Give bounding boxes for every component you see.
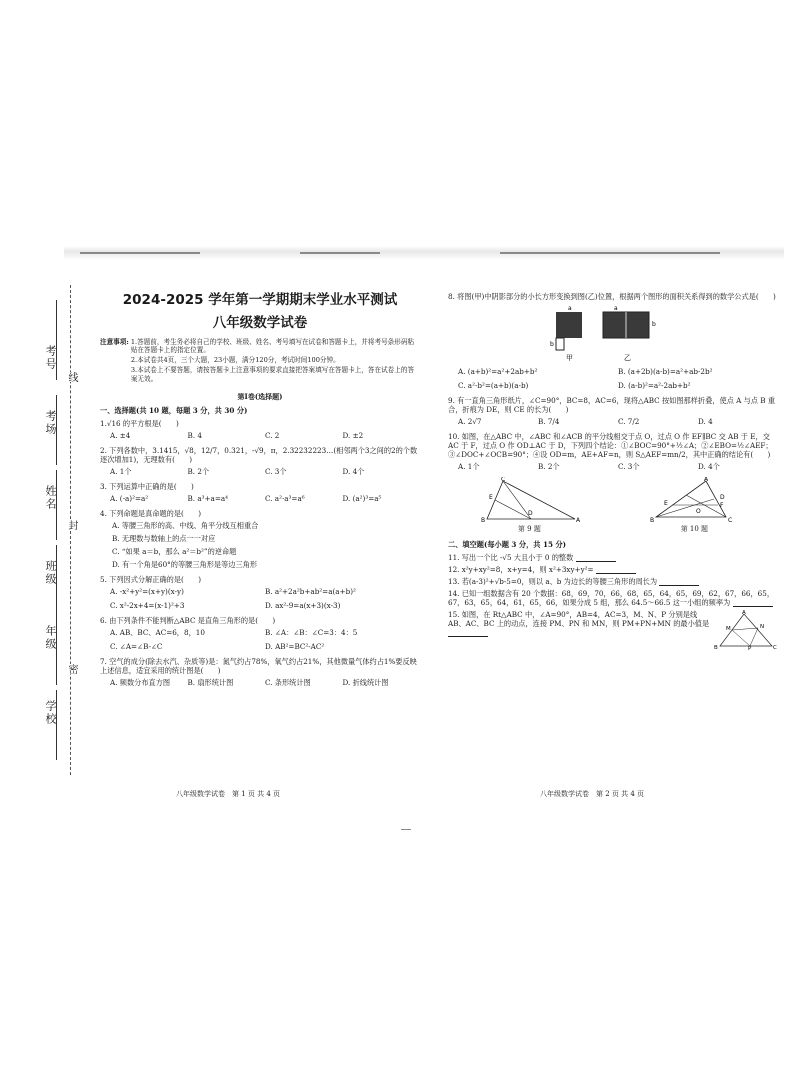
option: B. (a+2b)(a-b)=a²+ab-2b²: [618, 367, 713, 376]
option: C. 2: [265, 430, 280, 440]
option: A. 2√7: [458, 417, 482, 426]
point-label: A: [742, 609, 746, 616]
scan-mark: [300, 252, 380, 254]
question-14: [448, 589, 778, 607]
field-line-xingming: [56, 470, 57, 540]
page-1-footer: 八年级数学试卷 第 1 页 共 4 页: [176, 790, 281, 798]
figure-jia-notch: [556, 338, 564, 350]
question-11-text: 11. 写出一个比 -√5 大且小于 0 的整数: [448, 552, 574, 562]
option: C. “如果 a＝b，那么 a²＝b²”的逆命题: [112, 546, 237, 556]
seal-word-xian: 线: [66, 372, 77, 382]
question-5-options: [110, 587, 420, 610]
answer-blank: [659, 578, 699, 586]
option: A. 1个: [458, 462, 480, 471]
figure-10: [646, 477, 746, 523]
option: C. ∠A=∠B-∠C: [110, 641, 163, 651]
margin-label-kaochang: 考场: [44, 410, 57, 436]
question-7-options: [110, 678, 420, 687]
question-7: 7. 空气的成分(除去水汽、杂质等)是：氮气约占78%，氧气约占21%，其他微量气体约占1%要反映上述信息，适宜采用的统计图是( ): [100, 656, 417, 675]
answer-blank: [576, 554, 616, 562]
figures-9-10: [448, 477, 778, 523]
question-11: [448, 553, 778, 562]
option: C. 3个: [618, 462, 640, 471]
option: C. a²-b²=(a+b)(a-b): [458, 381, 529, 390]
option: A. 1个: [110, 466, 132, 476]
margin-label-banji: 班级: [44, 560, 57, 586]
question-5: 5. 下列因式分解正确的是( ): [100, 574, 202, 584]
figure-jia-square: [556, 312, 582, 338]
point-label: C: [773, 644, 777, 650]
field-line-nianji: [56, 615, 57, 685]
option: B. 扇形统计图: [187, 677, 234, 687]
question-15: [448, 610, 778, 650]
notes-label: 注意事项:: [100, 337, 129, 346]
margin-label-xuexiao: 学校: [44, 700, 57, 726]
exam-title: 2024-2025 学年第一学期期末学业水平测试: [122, 292, 398, 308]
margin-label-kaohao: 考号: [44, 345, 57, 371]
option: B. a³+a=a⁴: [187, 493, 229, 503]
option: D. 有一个角是60°的等腰三角形是等边三角形: [112, 559, 258, 569]
point-label: E: [488, 494, 493, 501]
option: B. a²+2a²b+ab²=a(a+b)²: [265, 586, 356, 596]
option: C. a²·a³=a⁶: [265, 493, 305, 503]
area-figure: [548, 304, 688, 362]
question-2-options: [110, 467, 420, 476]
question-8-block: [448, 292, 778, 304]
option: C. 7/2: [618, 417, 640, 426]
note-item: 3.本试卷上不要答题，请按答题卡上注意事项的要求直接把答案填写在答题卡上，答在试卷上的答案无效。: [130, 366, 415, 383]
point-label: C: [500, 477, 505, 483]
field-line-kaochang: [56, 395, 57, 465]
dim-label: b: [652, 321, 656, 328]
point-label: D: [719, 494, 725, 501]
figure-captions: [448, 525, 778, 534]
option: D. 4个: [342, 466, 365, 476]
option: B. 2个: [187, 466, 210, 476]
page-1: [100, 292, 420, 693]
note-item: 2.本试卷共4页，三个大题，23小题，满分120分，考试时间100分钟。: [130, 356, 340, 365]
page-2-footer: 八年级数学试卷 第 2 页 共 4 页: [540, 790, 645, 798]
option: C. 3个: [265, 466, 287, 476]
answer-blank: [596, 566, 636, 574]
page-2: [448, 292, 778, 653]
scan-mark: [401, 829, 411, 830]
question-6-options: [110, 628, 420, 651]
question-10-options: [458, 462, 778, 471]
option: B. 7/4: [538, 417, 560, 426]
question-12: [448, 565, 778, 574]
question-3-options: [110, 494, 420, 503]
figure-caption: 第 9 题: [517, 525, 541, 533]
figure-9: [481, 477, 581, 523]
point-label: M: [726, 625, 731, 632]
option: D. ±2: [342, 430, 364, 440]
option: B. 2个: [538, 462, 560, 471]
question-4-options: [112, 521, 420, 569]
section-heading: 二、填空题(每小题 3 分，共 15 分): [448, 539, 567, 549]
point-label: P: [748, 645, 752, 650]
question-8: 8. 将图(甲)中阴影部分的小长方形变换到图(乙)位置，根据两个图形的面积关系得到的数学公式是( ): [448, 292, 776, 301]
question-13: [448, 577, 778, 586]
option: D. 4: [698, 417, 713, 426]
volume-heading: 第Ⅰ卷(选择题): [237, 391, 283, 401]
triangle-pmn: [732, 628, 758, 646]
question-12-text: 12. x²y+xy²=8，x+y=4，则 x²+3xy+y²=: [448, 564, 594, 574]
question-9-options: [458, 417, 778, 426]
option: A. 等腰三角形的高、中线、角平分线互相重合: [112, 520, 259, 530]
figure-caption: 第 10 题: [680, 525, 709, 533]
question-1-options: [110, 431, 420, 440]
option: B. 4: [187, 430, 202, 440]
answer-blank: [448, 629, 488, 637]
question-2: 2. 下列各数中，3.1415，√8，12/7，0.321，-√9，π，2.32232223…(相邻两个3之间的2的个数逐次增加1)，无理数有( ): [100, 445, 418, 464]
point-label: A: [703, 477, 708, 483]
dim-label: a: [568, 305, 572, 312]
option: A. (a+b)²=a²+2ab+b²: [458, 367, 538, 376]
option: A. 频数分布直方图: [110, 677, 171, 687]
margin-label-xingming: 姓名: [44, 485, 57, 511]
question-9: 9. 有一直角三角形纸片，∠C=90°，BC=8，AC=6，现将△ABC 按如图那样折叠，使点 A 与点 B 重合，折痕为 DE，则 CE 的长为( ): [448, 396, 776, 414]
crease-de: [495, 500, 531, 519]
exam-notes: [100, 338, 420, 385]
dim-label: a: [614, 305, 618, 312]
figure-label-jia: 甲: [566, 354, 573, 362]
question-3: 3. 下列运算中正确的是( ): [100, 481, 194, 491]
scan-mark: [80, 252, 200, 254]
option: D. 折线统计图: [342, 677, 389, 687]
option: C. 条形统计图: [265, 677, 311, 687]
option: A. -x²+y²=(x+y)(x-y): [110, 586, 184, 596]
option: B. 无理数与数轴上的点一一对应: [112, 533, 216, 543]
option: D. (a²)³=a⁵: [342, 493, 382, 503]
field-line-xuexiao: [56, 690, 57, 760]
field-line-kaohao: [56, 300, 57, 380]
point-label: B: [649, 517, 654, 523]
option: A. ±4: [110, 430, 131, 440]
option: D. AB²=BC²-AC²: [265, 641, 325, 651]
question-8-figure: [448, 304, 778, 364]
option: D. (a-b)²=a²-2ab+b²: [618, 381, 691, 390]
question-14-text: 14. 已知一组数据含有 20 个数据：68，69，70，66，68，65，64，65，69，62，67，66，65，67，63，65，64，61，65，66，如果分成 5 组，那么 64.5～66.5 这一小组的频率为: [448, 588, 775, 607]
seal-word-mi: 密: [66, 664, 77, 674]
figure-label-yi: 乙: [624, 354, 631, 362]
exam-subtitle: 八年级数学试卷: [212, 314, 308, 331]
figure-15: [714, 610, 778, 650]
triangle-abc: [656, 481, 726, 517]
question-6: 6. 由下列条件不能判断△ABC 是直角三角形的是( ): [100, 615, 276, 625]
note-item: 1.答题前，考生务必将自己的学校、班级、姓名、考号填写在试卷和答题卡上，并将考号条形码粘贴在答题卡上的指定位置。: [130, 337, 415, 354]
question-15-text: 15. 如图，在 Rt△ABC 中，∠A=90°，AB=4，AC=3，M、N、P 分别是线 AB、AC、BC 上的动点，连接 PM、PN 和 MN，则 PM+PN+MN 的最小值是: [448, 609, 710, 628]
point-label: F: [719, 502, 723, 509]
seal-word-feng: 封: [66, 520, 77, 530]
point-label: D: [527, 510, 533, 517]
point-label: C: [727, 517, 732, 523]
point-label: N: [760, 623, 765, 630]
point-label: O: [695, 508, 701, 515]
scan-mark: [500, 252, 720, 254]
margin-label-nianji: 年级: [44, 625, 57, 651]
option: B. ∠A：∠B：∠C=3：4：5: [265, 627, 358, 637]
point-label: B: [714, 644, 718, 650]
fold-line: [503, 481, 531, 519]
field-line-banji: [56, 545, 57, 615]
question-4: 4. 下列命题是真命题的是( ): [100, 508, 202, 518]
question-13-text: 13. 若(a-3)²+√b-5=0，则以 a、b 为边长的等腰三角形的周长为: [448, 576, 658, 586]
question-1: 1.√16 的平方根是( ): [100, 418, 179, 428]
point-label: B: [480, 517, 485, 523]
point-label: E: [663, 500, 668, 507]
question-10: 10. 如图，在△ABC 中，∠ABC 和∠ACB 的平分线相交于点 O，过点 O 作 EF∥BC 交 AB 于 E，交 AC 于 F，过点 O 作 OD⊥AC 于 D，下列四个结论：①∠BOC=90°+½∠A；②∠EBO=½∠AEF；③∠DOC+∠OCB=90°；④设 OD=m，AE+AF=n，则 S△AEF=mn/2，其中正确的结论有( ): [448, 432, 773, 459]
section-heading: 一、选择题(共 10 题，每题 3 分，共 30 分): [100, 405, 248, 415]
seal-line: [70, 285, 71, 775]
dim-label: b: [550, 341, 554, 348]
option: C. x²-2x+4=(x-1)²+3: [110, 600, 185, 610]
answer-blank: [733, 599, 773, 607]
option: A. (-a)²=a²: [110, 493, 149, 503]
question-8-options: [458, 367, 778, 390]
option: D. ax²-9=a(x+3)(x-3): [265, 600, 341, 610]
option: D. 4个: [698, 462, 720, 471]
point-label: A: [575, 517, 580, 523]
option: A. AB、BC、AC=6，8，10: [110, 627, 205, 637]
